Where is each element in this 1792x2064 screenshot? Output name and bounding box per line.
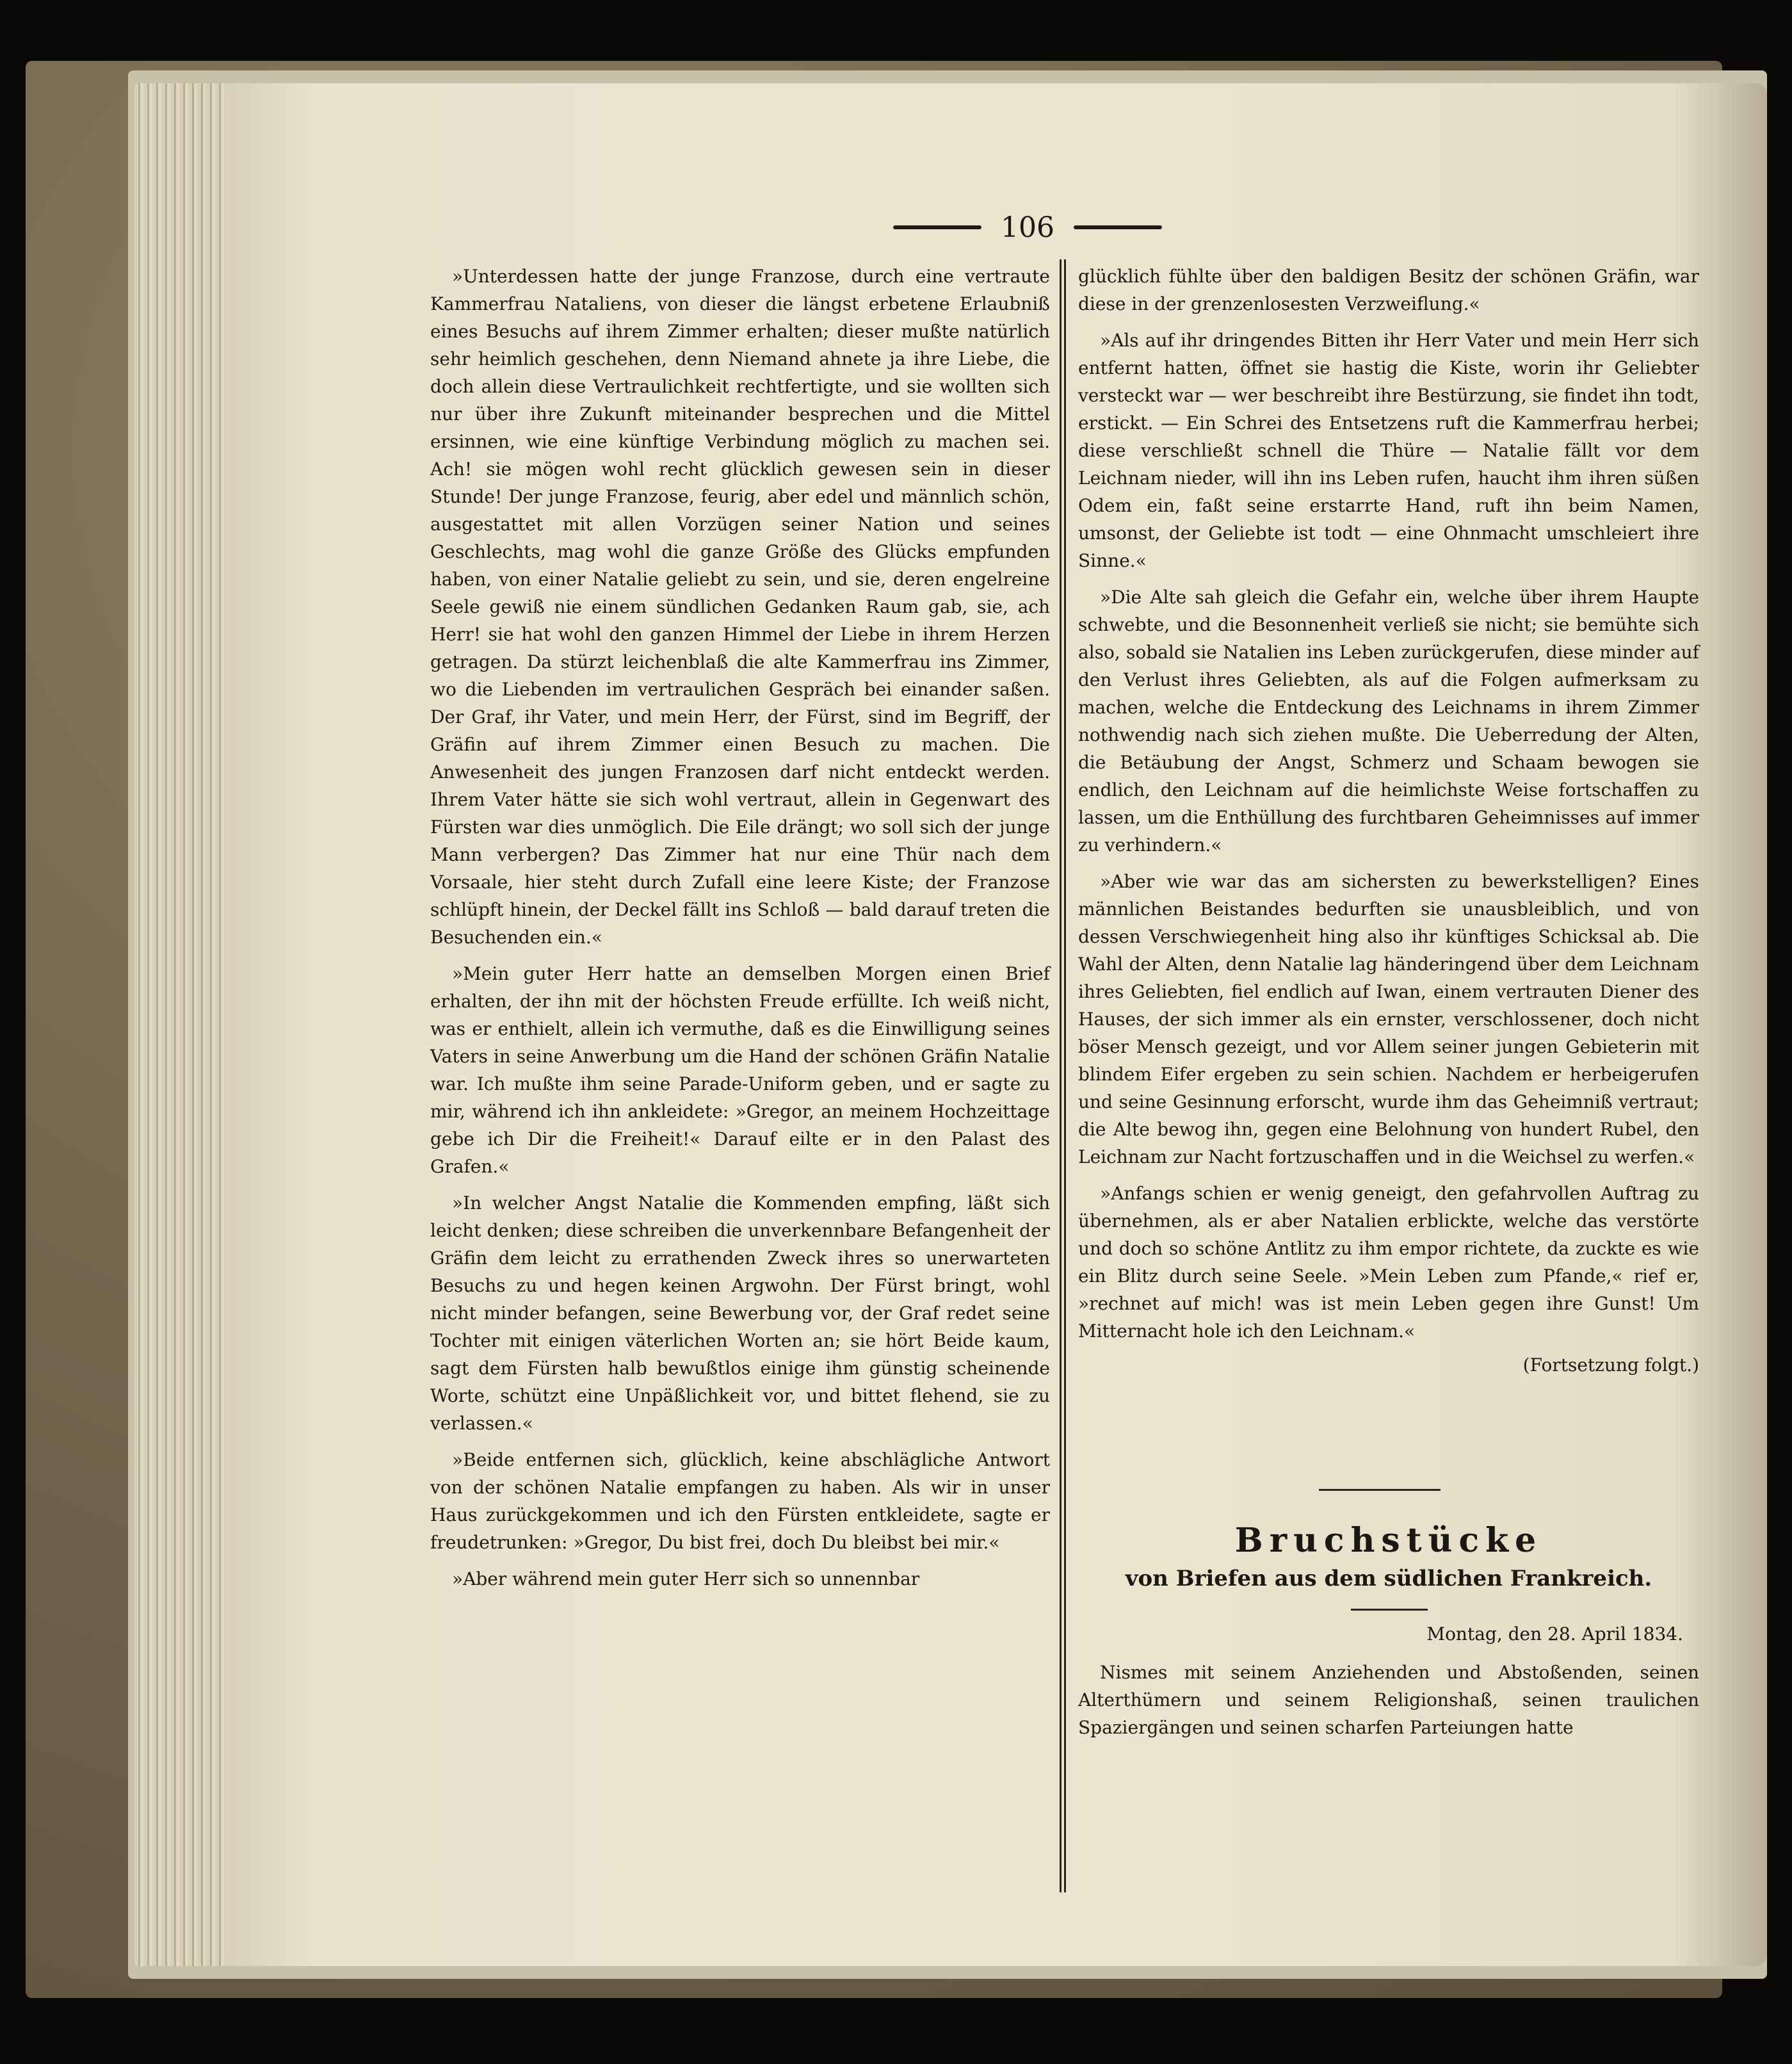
paragraph: »Aber während mein guter Herr sich so unnennbar xyxy=(452,1568,920,1589)
paragraph: »Mein guter Herr hatte an demselben Morgen einen Brief erhalten, der ihn mit der höchsten Freude erfüllte. Ich weiß nicht, was er enthielt, allein ich vermuthe, daß es die Einwilligung seines Vaters in seine Anwerbung um die Hand der schönen Gräfin Natalie war. Ich mußte ihm seine Parade-Uniform geben, und er sagte zu mir, während ich ihn ankleidete: »Gregor, an meinem Hochzeittage gebe ich Dir die Freiheit!« Darauf eilte er in den Palast des Grafen.« xyxy=(430,963,1050,1177)
section-divider xyxy=(1319,1489,1441,1491)
paragraph: »Beide entfernen sich, glücklich, keine abschlägliche Antwort von der schönen Natalie empfangen zu haben. Als wir in unser Haus zurückgekommen und ich den Fürsten entkleidete, sagte er freudetrunken: »Gregor, Du bist frei, doch Du bleibst bei mir.« xyxy=(430,1449,1050,1553)
paragraph: glücklich fühlte über den baldigen Besitz der schönen Gräfin, war diese in der grenzenlosesten Verzweiflung.« xyxy=(1078,266,1699,314)
paragraph: »Als auf ihr dringendes Bitten ihr Herr Vater und mein Herr sich entfernt hatten, öffnet sie hastig die Kiste, worin ihr Geliebter versteckt war — wer beschreibt ihre Bestürzung, sie findet ihn todt, erstickt. — Ein Schrei des Entsetzens ruft die Kammerfrau herbei; diese verschließt schnell die Thüre — Natalie fällt vor dem Leichnam nieder, will ihn ins Leben rufen, haucht ihm ihren süßen Odem ein, faßt seine erstarrte Hand, ruft ihn beim Namen, umsonst, der Geliebte ist todt — eine Ohnmacht umschleiert ihre Sinne.« xyxy=(1078,330,1699,571)
continued-note: (Fortsetzung folgt.) xyxy=(1522,1354,1699,1376)
paragraph: »Aber wie war das am sichersten zu bewerkstelligen? Eines männlichen Beistandes bedurften sie unausbleiblich, und von dessen Verschwiegenheit hing also ihr künftiges Schicksal ab. Die Wahl der Alten, denn Natalie lag händeringend über dem Leichnam ihres Geliebten, fiel endlich auf Iwan, einem vertrauten Diener des Hauses, der sich immer als ein ernster, verschlossener, doch nicht böser Mensch gezeigt, und vor Allem seiner jungen Gebieterin mit blindem Eifer ergeben zu sein schien. Nachdem er herbeigerufen und seine Gesinnung erforscht, wurde ihm das Geheimniß vertraut; die Alte bewog ihn, gegen eine Belohnung von hundert Rubel, den Leichnam zur Nacht fortzuschaffen und in die Weichsel zu werfen.« xyxy=(1078,871,1699,1167)
column-divider xyxy=(1060,259,1066,1892)
page-number: 106 xyxy=(1001,211,1054,244)
left-column xyxy=(430,263,1050,1602)
letter-body xyxy=(1078,1659,1699,1741)
paragraph: »Anfangs schien er wenig geneigt, den gefahrvollen Auftrag zu übernehmen, als er aber Natalien erblickte, welche das verstörte und doch so schöne Antlitz zu ihm empor richtete, da zuckte es wie ein Blitz durch seine Seele. »Mein Leben zum Pfande,« rief er, »rechnet auf mich! was ist mein Leben gegen ihre Gunst! Um Mitternacht hole ich den Leichnam.« xyxy=(1078,1183,1699,1342)
section-subtitle: von Briefen aus dem südlichen Frankreich. xyxy=(1125,1566,1652,1591)
page-header xyxy=(893,208,1162,247)
paragraph: »Die Alte sah gleich die Gefahr ein, welche über ihrem Haupte schwebte, und die Besonnenheit verließ sie nicht; sie bemühte sich also, sobald sie Natalien ins Leben zurückgerufen, diese minder auf den Verlust ihres Geliebten, als auf die Folgen aufmerksam zu machen, welche die Entdeckung des Leichnams in ihrem Zimmer nothwendig nach sich ziehen mußte. Die Ueberredung der Alten, die Betäubung der Angst, Schmerz und Schaam bewogen sie endlich, den Leichnam auf die heimlichste Weise fortschaffen zu lassen, um die Enthüllung des furchtbaren Geheimnisses auf immer zu verhindern.« xyxy=(1078,587,1699,856)
paragraph: »Unterdessen hatte der junge Franzose, durch eine vertraute Kammerfrau Nataliens, von dieser die längst erbetene Erlaubniß eines Besuchs auf ihrem Zimmer erhalten; dieser mußte natürlich sehr heimlich geschehen, denn Niemand ahnete ja ihre Liebe, die doch allein diese Vertraulichkeit rechtfertigte, und sie wollten sich nur über ihre Zukunft miteinander besprechen und die Mittel ersinnen, wie eine künftige Verbindung möglich zu machen sei. Ach! sie mögen wohl recht glücklich gewesen sein in dieser Stunde! Der junge Franzose, feurig, aber edel und männlich schön, ausgestattet mit allen Vorzügen seiner Nation und seines Geschlechts, mag wohl die ganze Größe des Glücks empfunden haben, von einer Natalie geliebt zu sein, und sie, deren engelreine Seele gewiß nie einem sündlichen Gedanken Raum gab, sie, ach Herr! sie hat wohl den ganzen Himmel der Liebe in ihrem Herzen getragen. Da stürzt leichenblaß die alte Kammerfrau ins Zimmer, wo die Liebenden im vertraulichen Gespräch bei einander saßen. Der Graf, ihr Vater, und mein Herr, der Fürst, sind im Begriff, der Gräfin auf ihrem Zimmer einen Besuch zu machen. Die Anwesenheit des jungen Franzosen darf nicht entdeckt werden. Ihrem Vater hätte sie sich wohl vertraut, allein in Gegenwart des Fürsten war dies unmöglich. Die Eile drängt; wo soll sich der junge Mann verbergen? Das Zimmer hat nur eine Thür nach dem Vorsaale, hier steht durch Zufall eine leere Kiste; der Franzose schlüpft hinein, der Deckel fällt ins Schloß — bald darauf treten die Besuchenden ein.« xyxy=(430,266,1050,948)
subtitle-divider xyxy=(1351,1609,1428,1611)
section-title: Bruchstücke xyxy=(1234,1521,1543,1560)
page-edges xyxy=(134,83,237,1966)
right-column xyxy=(1078,263,1699,1379)
dateline: Montag, den 28. April 1834. xyxy=(1426,1623,1683,1645)
header-rule-left xyxy=(893,225,981,229)
header-rule-right xyxy=(1074,225,1162,229)
paragraph: »In welcher Angst Natalie die Kommenden empfing, läßt sich leicht denken; diese schreiben die unverkennbare Befangenheit der Gräfin dem leicht zu errathenden Zweck ihres so unerwarteten Besuchs zu und hegen keinen Argwohn. Der Fürst bringt, wohl nicht minder befangen, seine Bewerbung vor, der Graf redet seine Tochter mit einigen väterlichen Worten an; sie hört Beide kaum, sagt dem Fürsten halb bewußtlos einige ihm günstig scheinende Worte, schützt eine Unpäßlichkeit vor, und bittet flehend, sie zu verlassen.« xyxy=(430,1192,1050,1434)
paragraph: Nismes mit seinem Anziehenden und Abstoßenden, seinen Alterthümern und seinem Religionshaß, seinen traulichen Spaziergängen und seinen scharfen Parteiungen hatte xyxy=(1078,1662,1699,1738)
